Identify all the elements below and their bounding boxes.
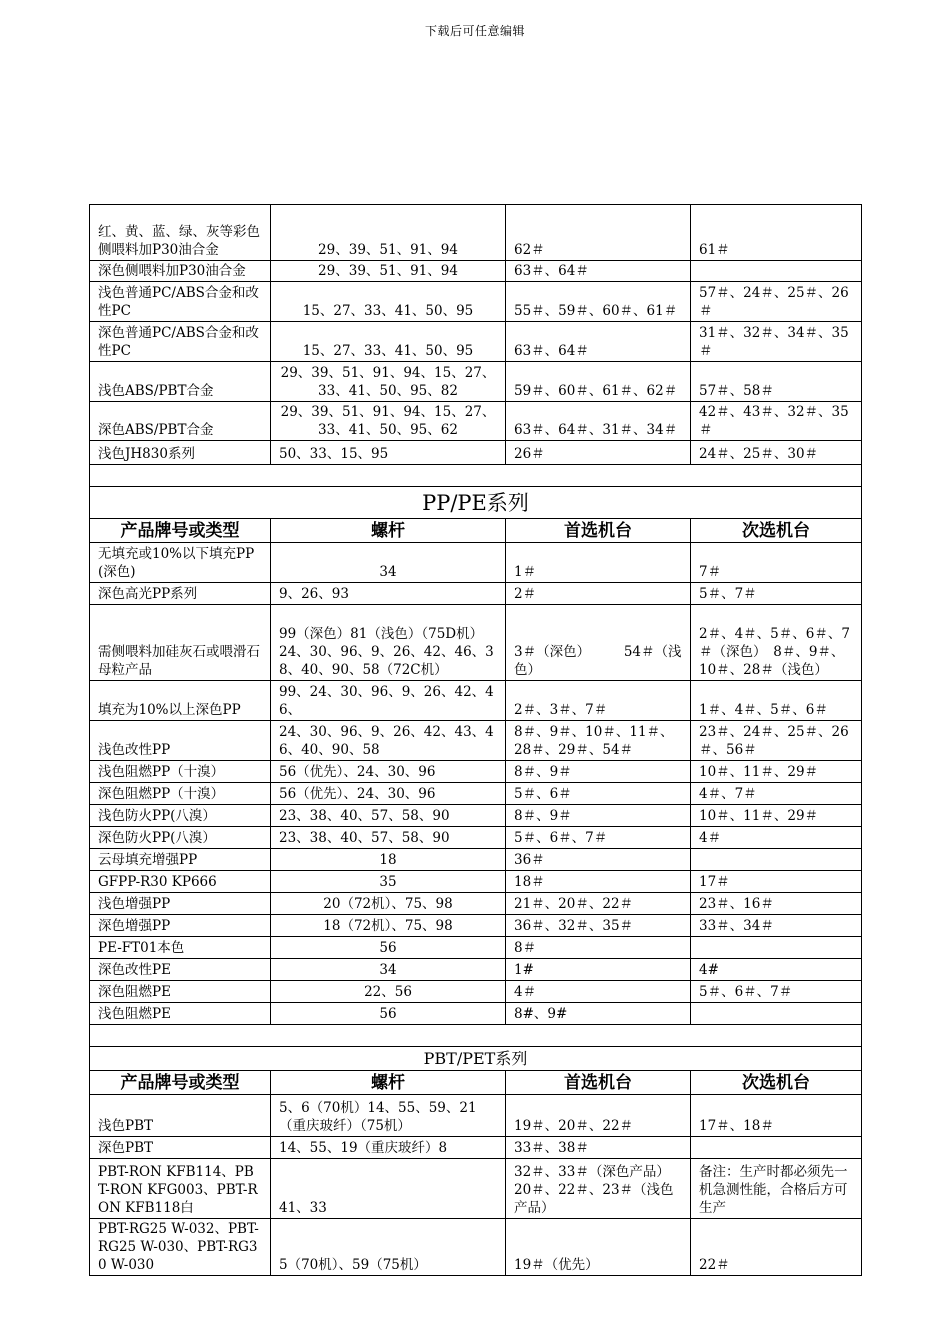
table-row xyxy=(90,441,862,465)
second-machine-cell: 33＃、34＃ xyxy=(691,915,862,937)
type-cell: 浅色防火PP(八溴） xyxy=(90,805,271,827)
second-machine-cell xyxy=(691,1137,862,1159)
first-machine-cell: 19＃、20＃、22＃ xyxy=(506,1095,691,1137)
second-machine-cell: 22＃ xyxy=(691,1219,862,1276)
table-row xyxy=(90,1095,862,1137)
table-row xyxy=(90,362,862,402)
screw-cell: 23、38、40、57、58、90 xyxy=(271,827,506,849)
table-row xyxy=(90,543,862,583)
second-machine-cell: 5＃、6＃、7＃ xyxy=(691,981,862,1003)
first-machine-cell: 8＃、9＃ xyxy=(506,805,691,827)
first-machine-cell: 36＃ xyxy=(506,849,691,871)
second-machine-cell: 7＃ xyxy=(691,543,862,583)
table-row xyxy=(90,1003,862,1025)
table-row xyxy=(90,721,862,761)
type-cell: 深色改性PE xyxy=(90,959,271,981)
col-header-type: 产品牌号或类型 xyxy=(90,519,271,543)
screw-cell: 56 xyxy=(271,937,506,959)
table-row xyxy=(90,1219,862,1276)
table-row xyxy=(90,827,862,849)
first-machine-cell: 8＃ xyxy=(506,937,691,959)
table-row xyxy=(90,849,862,871)
screw-cell: 34 xyxy=(271,959,506,981)
type-cell: 深色侧喂料加P30油合金 xyxy=(90,261,271,282)
second-machine-cell: 61＃ xyxy=(691,205,862,261)
table-row xyxy=(90,322,862,362)
table-row xyxy=(90,282,862,322)
screw-line: 99（深色）81（浅色）（75D机） xyxy=(279,626,484,642)
screw-cell: 20（72机）、75、98 xyxy=(271,893,506,915)
first-machine-cell: 1＃ xyxy=(506,543,691,583)
table-row xyxy=(90,893,862,915)
type-cell: 深色防火PP(八溴） xyxy=(90,827,271,849)
type-cell: 深色增强PP xyxy=(90,915,271,937)
section-title-row xyxy=(90,1047,862,1071)
screw-cell: 41、33 xyxy=(271,1159,506,1219)
type-cell: 深色阻燃PP（十溴） xyxy=(90,783,271,805)
col-header-screw: 螺杆 xyxy=(271,1071,506,1095)
second-machine-cell: 57＃、58＃ xyxy=(691,362,862,402)
table-row xyxy=(90,871,862,893)
second-machine-cell xyxy=(691,849,862,871)
page-header: 下载后可任意编辑 xyxy=(424,24,525,38)
first-machine-cell: 19＃（优先） xyxy=(506,1219,691,1276)
screw-cell: 56（优先）、24、30、96 xyxy=(271,783,506,805)
screw-cell: 35 xyxy=(271,871,506,893)
type-cell: 深色ABS/PBT合金 xyxy=(90,402,271,441)
table-row xyxy=(90,937,862,959)
type-cell: 填充为10%以上深色PP xyxy=(90,681,271,721)
first-machine-cell: 32＃、33＃（深色产品） 20＃、22＃、23＃（浅色产品） xyxy=(506,1159,691,1219)
second-machine-cell: 备注：生产时都必须先一机急测性能，合格后方可生产 xyxy=(691,1159,862,1219)
first-machine-cell: 33＃、38＃ xyxy=(506,1137,691,1159)
machine-assignment-table xyxy=(89,204,862,1276)
screw-cell: 15、27、33、41、50、95 xyxy=(271,322,506,362)
first-machine-cell: 1# xyxy=(506,959,691,981)
first-machine-cell: 59＃、60＃、61＃、62＃ xyxy=(506,362,691,402)
screw-cell: 5（70机）、59（75机） xyxy=(271,1219,506,1276)
type-cell: 深色PBT xyxy=(90,1137,271,1159)
type-cell: 浅色ABS/PBT合金 xyxy=(90,362,271,402)
first-machine-cell: 8＃、9＃、10＃、11＃、28＃、29＃、54＃ xyxy=(506,721,691,761)
type-cell: 云母填充增强PP xyxy=(90,849,271,871)
screw-line: 24、30、96、9、26、42、46、38、40、90、58（72C机） xyxy=(279,644,494,678)
first-machine-cell: 63＃、64＃ xyxy=(506,322,691,362)
col-header-type: 产品牌号或类型 xyxy=(90,1071,271,1095)
type-cell: 浅色普通PC/ABS合金和改性PC xyxy=(90,282,271,322)
second-machine-cell: 5＃、7＃ xyxy=(691,583,862,605)
section-title-pbt-pet: PBT/PET系列 xyxy=(90,1047,862,1071)
screw-cell: 22、56 xyxy=(271,981,506,1003)
col-header-second: 次选机台 xyxy=(691,1071,862,1095)
type-cell: 需侧喂料加硅灰石或喂滑石母粒产品 xyxy=(90,605,271,681)
screw-cell: 29、39、51、91、94、15、27、33、41、50、95、82 xyxy=(271,362,506,402)
second-machine-cell: 1＃、4＃、5＃、6＃ xyxy=(691,681,862,721)
second-machine-cell: 24＃、25＃、30＃ xyxy=(691,441,862,465)
second-machine-cell: 4# xyxy=(691,959,862,981)
table-row xyxy=(90,1137,862,1159)
col-header-first: 首选机台 xyxy=(506,1071,691,1095)
type-cell: 浅色阻燃PP（十溴） xyxy=(90,761,271,783)
first-machine-cell: 2＃ xyxy=(506,583,691,605)
type-cell: GFPP-R30 KP666 xyxy=(90,871,271,893)
first-machine-cell: 8＃、9＃ xyxy=(506,761,691,783)
header-row xyxy=(90,1071,862,1095)
second-machine-cell: 10＃、11＃、29＃ xyxy=(691,805,862,827)
second-machine-cell: 4＃、7＃ xyxy=(691,783,862,805)
screw-cell: 50、33、15、95 xyxy=(271,441,506,465)
table-row xyxy=(90,959,862,981)
table-row xyxy=(90,205,862,261)
second-machine-cell: 23＃、16＃ xyxy=(691,893,862,915)
screw-cell: 18（72机）、75、98 xyxy=(271,915,506,937)
type-cell: 深色高光PP系列 xyxy=(90,583,271,605)
table-row xyxy=(90,1159,862,1219)
col-header-screw: 螺杆 xyxy=(271,519,506,543)
section-title-row xyxy=(90,487,862,519)
second-machine-cell: 57＃、24＃、25＃、26＃ xyxy=(691,282,862,322)
screw-cell: 23、38、40、57、58、90 xyxy=(271,805,506,827)
type-cell: 浅色JH830系列 xyxy=(90,441,271,465)
second-machine-cell xyxy=(691,937,862,959)
type-cell: PBT-RON KFB114、PBT-RON KFG003、PBT-RON KFB118白 xyxy=(90,1159,271,1219)
table-row xyxy=(90,261,862,282)
screw-cell: 29、39、51、91、94、15、27、33、41、50、95、62 xyxy=(271,402,506,441)
screw-cell: 99、24、30、96、9、26、42、46、 xyxy=(271,681,506,721)
screw-cell: 5、6（70机）14、55、59、21（重庆玻纤）（75机） xyxy=(271,1095,506,1137)
table-row xyxy=(90,981,862,1003)
type-cell: 浅色改性PP xyxy=(90,721,271,761)
screw-cell: 29、39、51、91、94 xyxy=(271,205,506,261)
second-machine-cell: 2＃、4＃、5＃、6＃、7＃（深色） 8＃、9＃、10＃、28＃（浅色） xyxy=(691,605,862,681)
first-machine-cell: 18＃ xyxy=(506,871,691,893)
type-cell: 深色普通PC/ABS合金和改性PC xyxy=(90,322,271,362)
screw-cell: 24、30、96、9、26、42、43、46、40、90、58 xyxy=(271,721,506,761)
screw-cell: 14、55、19（重庆玻纤）8 xyxy=(271,1137,506,1159)
table-row xyxy=(90,783,862,805)
type-cell: PBT-RG25 W-032、PBT-RG25 W-030、PBT-RG30 W-030 xyxy=(90,1219,271,1276)
screw-cell: 18 xyxy=(271,849,506,871)
second-machine-cell: 23＃、24＃、25＃、26＃、56＃ xyxy=(691,721,862,761)
type-cell: 浅色增强PP xyxy=(90,893,271,915)
second-machine-cell xyxy=(691,1003,862,1025)
type-cell: 红、黄、蓝、绿、灰等彩色侧喂料加P30油合金 xyxy=(90,205,271,261)
table-row xyxy=(90,761,862,783)
first-machine-cell: 36＃、32＃、35＃ xyxy=(506,915,691,937)
screw-cell: 56（优先）、24、30、96 xyxy=(271,761,506,783)
screw-cell: 9、26、93 xyxy=(271,583,506,605)
first-machine-cell: 3＃（深色） 54＃（浅色） xyxy=(506,605,691,681)
header-row xyxy=(90,519,862,543)
screw-cell: 56 xyxy=(271,1003,506,1025)
first-machine-cell: 5＃、6＃ xyxy=(506,783,691,805)
table-row xyxy=(90,681,862,721)
spacer-row xyxy=(90,465,862,487)
second-machine-cell xyxy=(691,261,862,282)
second-machine-cell: 17＃、18＃ xyxy=(691,1095,862,1137)
first-machine-cell: 4＃ xyxy=(506,981,691,1003)
spacer-row xyxy=(90,1025,862,1047)
first-machine-cell: 62＃ xyxy=(506,205,691,261)
second-machine-cell: 42＃、43＃、32＃、35＃ xyxy=(691,402,862,441)
table-row xyxy=(90,583,862,605)
table-row xyxy=(90,402,862,441)
first-machine-cell: 5＃、6＃、7＃ xyxy=(506,827,691,849)
screw-cell: 29、39、51、91、94 xyxy=(271,261,506,282)
section-title-pp-pe: PP/PE系列 xyxy=(90,487,862,519)
second-machine-cell: 17＃ xyxy=(691,871,862,893)
first-machine-cell: 55＃、59＃、60＃、61＃ xyxy=(506,282,691,322)
table-row xyxy=(90,915,862,937)
first-machine-cell: 63＃、64＃ xyxy=(506,261,691,282)
first-machine-cell: 8#、9# xyxy=(506,1003,691,1025)
col-header-first: 首选机台 xyxy=(506,519,691,543)
screw-cell: 15、27、33、41、50、95 xyxy=(271,282,506,322)
first-machine-cell: 21＃、20＃、22＃ xyxy=(506,893,691,915)
first-machine-cell: 2＃、3＃、7＃ xyxy=(506,681,691,721)
second-machine-cell: 31＃、32＃、34＃、35＃ xyxy=(691,322,862,362)
type-cell: PE-FT01本色 xyxy=(90,937,271,959)
first-machine-cell: 26＃ xyxy=(506,441,691,465)
table-row xyxy=(90,805,862,827)
type-cell: 浅色PBT xyxy=(90,1095,271,1137)
first-machine-cell: 63＃、64＃、31＃、34＃ xyxy=(506,402,691,441)
second-machine-cell: 10＃、11＃、29＃ xyxy=(691,761,862,783)
type-cell: 深色阻燃PE xyxy=(90,981,271,1003)
type-cell: 无填充或10%以下填充PP(深色) xyxy=(90,543,271,583)
screw-cell xyxy=(271,605,506,681)
table-row xyxy=(90,605,862,681)
second-machine-cell: 4＃ xyxy=(691,827,862,849)
screw-cell: 34 xyxy=(271,543,506,583)
col-header-second: 次选机台 xyxy=(691,519,862,543)
type-cell: 浅色阻燃PE xyxy=(90,1003,271,1025)
